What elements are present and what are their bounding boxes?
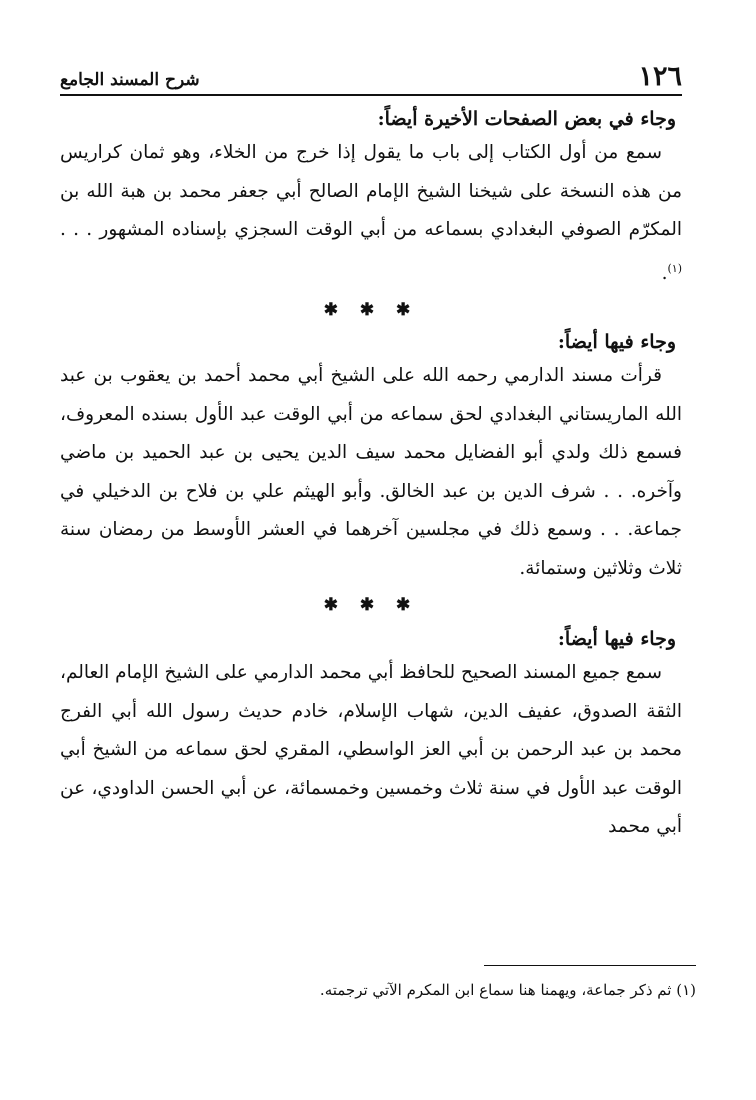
footnote-divider xyxy=(484,965,696,966)
page-number: ١٢٦ xyxy=(638,61,682,92)
section-heading-2: وجاء فيها أيضاً: xyxy=(557,331,676,354)
page-header xyxy=(60,58,682,96)
section-paragraph-1: سمع من أول الكتاب إلى باب ما يقول إذا خرج من الخلاء، وهو ثمان كراريس من هذه النسخة على شيخنا الشيخ الإمام الصالح أبي جعفر محمد بن هبة الله بن المكرّم الصوفي البغدادي بسماعه من أبي الوقت السجزي بإسناده المشهور . . .$^{(١)}$. xyxy=(60,142,682,284)
section-separator-1: ✱ ✱ ✱ xyxy=(323,300,419,321)
section-paragraph-3: سمع جميع المسند الصحيح للحافظ أبي محمد الدارمي على الشيخ الإمام العالم، الثقة الصدوق، عفيف الدين، شهاب الإسلام، خادم حديث رسول الله أبي الفرج محمد بن عبد الرحمن بن أبي العز الواسطي، المقري لحق سماعه من الشيخ أبي الوقت عبد الأول في سنة ثلاث وخمسين وخمسمائة، عن أبي الحسن الداودي، عن أبي محمد xyxy=(60,662,682,838)
section-paragraph-2: قرأت مسند الدارمي رحمه الله على الشيخ أبي محمد أحمد بن يعقوب بن عبد الله الماريستاني البغدادي لحق سماعه من أبي الوقت عبد الأول بسنده المعروف، فسمع ذلك ولدي أبو الفضايل محمد سيف الدين يحيى بن عبد الحميد بن ماضي وآخره. . . شرف الدين بن عبد الخالق. وأبو الهيثم علي بن فلاح بن الدخيلي في جماعة. . . وسمع ذلك في مجلسين آخرهما في العشر الأوسط من رمضان سنة ثلاث وثلاثين وستمائة. xyxy=(60,365,682,579)
page-body xyxy=(60,58,682,847)
section-heading-3: وجاء فيها أيضاً: xyxy=(557,628,676,651)
paragraph-text-1: سمع من أول الكتاب إلى باب ما يقول إذا خرج من الخلاء، وهو ثمان كراريس من هذه النسخة على شيخنا الشيخ الإمام الصالح أبي جعفر محمد بن هبة الله بن المكرّم الصوفي البغدادي بسماعه من أبي الوقت السجزي بإسناده المشهور . . . xyxy=(60,142,682,240)
section-heading-1: وجاء في بعض الصفحات الأخيرة أيضاً: xyxy=(377,108,676,130)
section-separator-2: ✱ ✱ ✱ xyxy=(323,595,419,616)
running-title: شرح المسند الجامع xyxy=(60,70,200,90)
footnote-marker: (١) xyxy=(667,261,682,275)
footnote: (١) ثم ذكر جماعة، ويهمنا هنا سماع ابن المكرم الآتي ترجمته. xyxy=(319,981,696,999)
